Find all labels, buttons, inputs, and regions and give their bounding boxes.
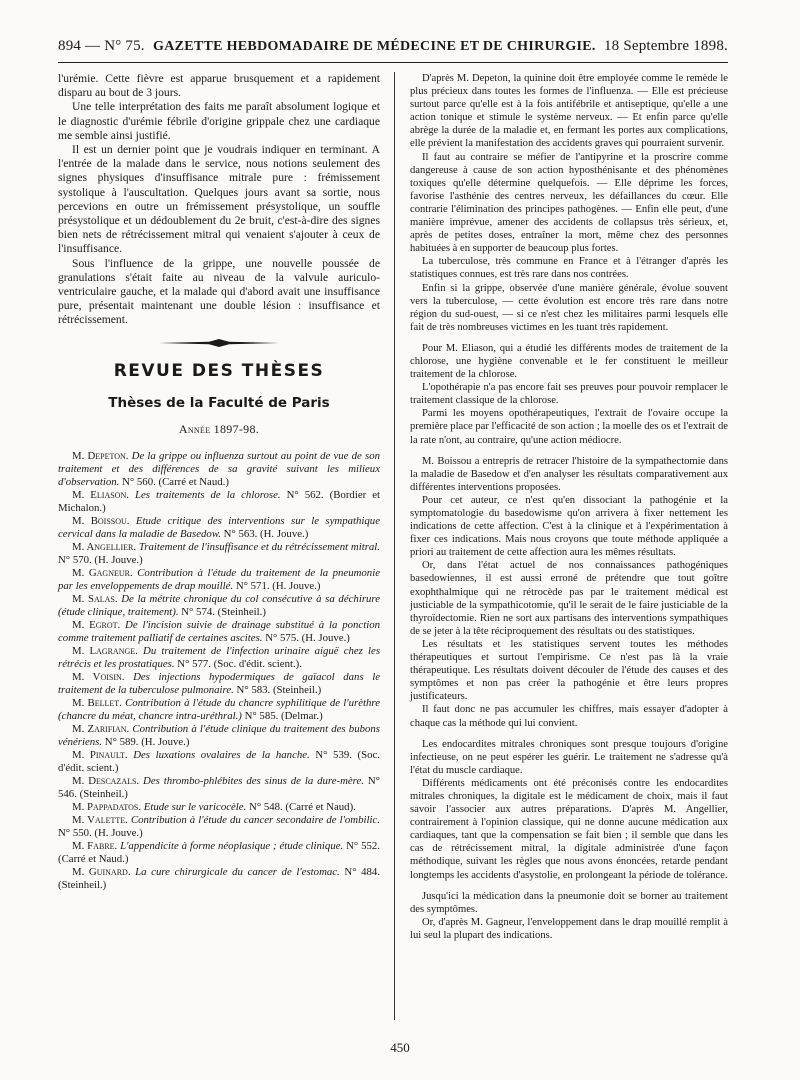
- these-reference: N° 550. (H. Jouve.): [58, 827, 143, 840]
- these-author: M. Bellet.: [72, 697, 122, 710]
- these-author: M. Voisin.: [72, 671, 125, 684]
- these-entry: [58, 801, 380, 814]
- these-title: Des injections hypodermiques de gaïacol dans le traitement de la tuberculose pulmonaire.: [58, 671, 381, 697]
- paragraph: Sous l'influence de la grippe, une nouvelle poussée de granulations s'était faite au niveau de la valvule auriculo-ventriculaire gauche, et la malade qui d'abord avait une insuffisance pure, présentait maintenant une double lésion : insuffisance et rétrécissement.: [58, 256, 380, 327]
- these-title: Des luxations ovalaires de la hanche.: [133, 749, 310, 762]
- these-entry: [58, 567, 380, 593]
- these-reference: N° 552. (Carré et Naud.): [58, 840, 380, 866]
- these-author: M. Valette.: [72, 814, 128, 827]
- these-title: Du traitement de l'infection urinaire aiguë chez les rétrécis et les prostatiques.: [58, 645, 381, 671]
- left-column: [58, 72, 380, 892]
- paragraph: Il faut au contraire se méfier de l'antipyrine et la proscrire comme dangereuse à cause de son action hyposthénisante et des phénomènes toxiques qu'elle détermine quelquefois. — Elle déprime les forces, favorise l'asthénie des centres nerveux, les défaillances du cœur. Elle contrarie l'élimination des principes pathogènes. — Enfin elle peut, d'une manière imprévue, amener des accidents de collapsus très sérieux, et, après de petites doses, entraîner la mort, même chez des personnes habituées à en supporter de beaucoup plus fortes.: [410, 151, 728, 255]
- journal-title: GAZETTE HEBDOMADAIRE DE MÉDECINE ET DE CHIRURGIE.: [153, 39, 596, 54]
- paragraph: L'opothérapie n'a pas encore fait ses preuves pour pouvoir remplacer le traitement classique de la chlorose.: [410, 382, 728, 407]
- paragraph: Or, d'après M. Gagneur, l'enveloppement dans le drap mouillé remplit à lui seul la plupart des indications.: [410, 916, 728, 941]
- these-reference: N° 548. (Carré et Naud).: [249, 801, 356, 814]
- paragraph: Parmi les moyens opothérapeutiques, l'extrait de l'ovaire occupe la première place par l'efficacité de son action ; la moelle des os et l'extrait de la rate n'ont, au contraire, qu'une action médiocre.: [410, 408, 728, 446]
- these-author: M. Egrot.: [72, 619, 121, 632]
- these-reference: N° 574. (Steinheil.): [181, 606, 266, 619]
- these-entry: [58, 450, 380, 489]
- these-title: Les traitements de la chlorose.: [134, 489, 281, 502]
- these-entry: [58, 619, 380, 645]
- column-rule: [394, 72, 395, 1020]
- these-reference: N° 577. (Soc. d'édit. scient.).: [177, 658, 302, 671]
- these-entry: [58, 814, 380, 840]
- these-title: Contribution à l'étude du chancre syphilitique de l'urèthre (chancre du méat, chancre intra-uréthral.): [58, 697, 380, 723]
- paragraph: Pour M. Eliason, qui a étudié les différents modes de traitement de la chlorose, une hygiène convenable et le fer constituent le meilleur traitement de la chlorose.: [410, 342, 728, 381]
- paragraph: M. Boissou a entrepris de retracer l'histoire de la sympathectomie dans la maladie de Basedow et d'en analyser les résultats comparativement aux différentes interventions proposées.: [410, 455, 728, 493]
- ornament-divider: [58, 338, 380, 348]
- these-entry: [58, 671, 380, 697]
- article-continuation: [58, 72, 380, 328]
- these-author: M. Boissou.: [72, 515, 130, 528]
- these-reference: N° 570. (H. Jouve.): [58, 554, 143, 567]
- these-title: Contribution à l'étude clinique du traitement des bubons vénériens.: [58, 723, 380, 749]
- these-reference: N° 562. (Bordier et Michalon.): [58, 489, 381, 515]
- paragraph: Il faut donc ne pas accumuler les chiffres, mais essayer d'adopter à chaque cas la méthode qui lui convient.: [410, 704, 728, 729]
- these-reference: N° 539. (Soc. d'édit. scient.): [58, 749, 381, 775]
- these-title: Contribution à l'étude du cancer secondaire de l'ombilic.: [130, 814, 380, 827]
- subsection-title: Thèses de la Faculté de Paris: [108, 394, 330, 411]
- these-entry: [58, 866, 380, 892]
- these-author: M. Pinault.: [72, 749, 128, 762]
- these-title: Etude critique des interventions sur le sympathique cervical dans la maladie de Basedow.: [58, 515, 380, 541]
- these-entry: [58, 775, 380, 801]
- paragraph: Les résultats et les statistiques servent toutes les méthodes thérapeutiques et surtout l'empirisme. Ce n'est pas là la vraie thérapeutique. Les résultats doivent découler de l'étude des causes et des symptômes et non pas créer la pathogénie et être leurs propres justificateurs.: [410, 638, 728, 703]
- these-reference: N° 589. (H. Jouve.): [104, 736, 190, 749]
- paragraph: Jusqu'ici la médication dans la pneumonie doit se borner au traitement des symptômes.: [410, 890, 728, 915]
- these-entry: [58, 697, 380, 723]
- folio: 450: [390, 1040, 410, 1055]
- these-title: Etude sur le varicocèle.: [143, 801, 247, 814]
- these-author: M. Descazals.: [72, 775, 140, 788]
- these-title: L'appendicite à forme néoplasique ; étude clinique.: [120, 840, 344, 853]
- paragraph: Les endocardites mitrales chroniques sont presque toujours d'origine infectieuse, on ne peut espérer les guérir. Le traitement ne s'adresse qu'à l'état du muscle cardiaque.: [410, 738, 728, 776]
- these-author: M. Salas.: [72, 593, 118, 606]
- these-reference: N° 563. (H. Jouve.): [223, 528, 309, 541]
- these-reference: N° 583. (Steinheil.): [236, 684, 322, 697]
- these-entry: [58, 515, 380, 541]
- these-author: M. Depeton.: [72, 450, 129, 463]
- these-entry: [58, 541, 380, 567]
- paragraph: La tuberculose, très commune en France et à l'étranger d'après les statistiques connues, est très rare dans nos contrées.: [410, 256, 728, 281]
- these-title: De l'incision suivie de drainage substitué à la ponction comme traitement palliatif de certaines ascites.: [58, 619, 381, 645]
- issue-date: 18 Septembre 1898.: [603, 38, 728, 54]
- these-author: M. Fabre.: [72, 840, 118, 853]
- paragraph: Différents médicaments ont été préconisés contre les endocardites mitrales chroniques, la digitale est le médicament de choix, mais il faut savoir l'associer aux autres préparations. D'après M. Angellier, contrairement à l'opinion classique, qui ne donne aucune médication aux cardiaques, tant que la compensation se fait bien ; il semble que dans les cas de rétrécissement mitral, la digitale administrée d'une façon méthodique, suivant les règles que nous avons énoncées, retarde pendant longtemps les accidents d'asystolie, en prolongeant la période de tolérance.: [410, 777, 728, 881]
- these-author: M. Lagrange.: [72, 645, 138, 658]
- these-entry: [58, 749, 380, 775]
- right-column: [410, 72, 728, 942]
- these-reference: N° 560. (Carré et Naud.): [122, 476, 229, 489]
- these-author: M. Eliason.: [72, 489, 129, 502]
- running-header: [58, 38, 728, 55]
- these-reference: N° 546. (Steinheil.): [58, 775, 380, 801]
- these-title: De la grippe ou influenza surtout au point de vue de son traitement et des différences de sa gravité suivant les milieux d'observation.: [58, 450, 380, 489]
- these-title: Des thrombo-phlébites des sinus de la dure-mère.: [143, 775, 364, 788]
- these-author: M. Guinard.: [72, 866, 131, 879]
- these-title: Contribution à l'étude du traitement de la pneumonie par les enveloppements de drap mouillé.: [58, 567, 381, 593]
- these-entry: [58, 645, 380, 671]
- paragraph: Il est un dernier point que je voudrais indiquer en terminant. A l'entrée de la malade dans le service, nous notions seulement des signes physiques d'insuffisance mitrale pure : frémissement systolique à l'auscultation. Quelques jours avant sa sortie, nous percevions en outre un frémissement présystolique, un souffle présystolique et un dédoublement du 2e bruit, c'est-à-dire des signes bien nets de rétrécissement mitral qui venaient s'ajouter à ceux de l'insuffisance.: [58, 143, 380, 256]
- paragraph: l'urémie. Cette fièvre est apparue brusquement et a rapidement disparu au bout de 3 jours.: [58, 72, 380, 100]
- these-author: M. Gagneur.: [72, 567, 133, 580]
- paragraph: Pour cet auteur, ce n'est qu'en dissociant la pathogénie et la symptomatologie du basedowisme qu'on arrivera à fixer nettement les indications de cette affection. C'est à la clinique et à l'expérimentation à fixer ces indications. Mais nous croyons que toute méthode appliquée a priori au traitement de cette affection aura les mêmes résultats.: [410, 494, 728, 559]
- these-author: M. Angellier.: [72, 541, 137, 554]
- header-rule: [58, 62, 728, 63]
- these-title: Traitement de l'insuffisance et du rétrécissement mitral.: [138, 541, 380, 554]
- paragraph: Une telle interprétation des faits me paraît absolument logique et le diagnostic d'urémie fébrile d'origine grippale chez une cardiaque me semble ainsi justifié.: [58, 100, 380, 142]
- paragraph: Enfin si la grippe, observée d'une manière générale, évolue souvent vers la tuberculose, — cette évolution est encore très rare dans notre région du sud-ouest, — si ce n'est chez les militaires parmi lesquels elle fait de très nombreuses victimes en les tuant très rapidement.: [410, 282, 728, 333]
- page-number: 894 — N° 75.: [58, 38, 145, 54]
- these-author: M. Pappadatos.: [72, 801, 142, 814]
- these-title: De la métrite chronique du col consécutive à sa déchirure (étude clinique, traitement).: [58, 593, 381, 619]
- these-title: La cure chirurgicale du cancer de l'estomac.: [135, 866, 340, 879]
- paragraph: Or, dans l'état actuel de nos connaissances pathogéniques basedowiennes, il est aussi erroné de prétendre que tout goître exophthalmique qui ne rétrocède pas par le traitement médical est justiciable de la sympathicotomie, qu'il le serait de le faire justiciable de la thyroïdectomie. Rien ne sort aux partisans des interventions sympathiques de se jeter à la tête réciproquement des résultats ou des statistiques.: [410, 560, 728, 637]
- these-reference: N° 585. (Delmar.): [244, 710, 323, 723]
- section-title: REVUE DES THÈSES: [113, 360, 325, 381]
- these-entry: [58, 489, 380, 515]
- academic-year: Année 1897-98.: [178, 422, 260, 437]
- these-entry: [58, 593, 380, 619]
- these-reference: N° 575. (H. Jouve.): [265, 632, 350, 645]
- these-reference: N° 571. (H. Jouve.): [235, 580, 321, 593]
- theses-list: [58, 450, 380, 892]
- these-entry: [58, 723, 380, 749]
- paragraph: D'après M. Depeton, la quinine doit être employée comme le remède le plus précieux dans toutes les formes de l'influenza. — Elle est précieuse surtout parce qu'elle est à la fois antifébrile et antiseptique, qu'elle a une action tonique et stimule le système nerveux. — Et enfin parce qu'elle abrège la durée de la maladie et, en fermant les portes aux complications, elle prévient la manifestation des accidents graves qui pourraient survenir.: [410, 73, 728, 150]
- these-reference: N° 484. (Steinheil.): [58, 866, 381, 892]
- these-author: M. Zarifian.: [72, 723, 130, 736]
- these-entry: [58, 840, 380, 866]
